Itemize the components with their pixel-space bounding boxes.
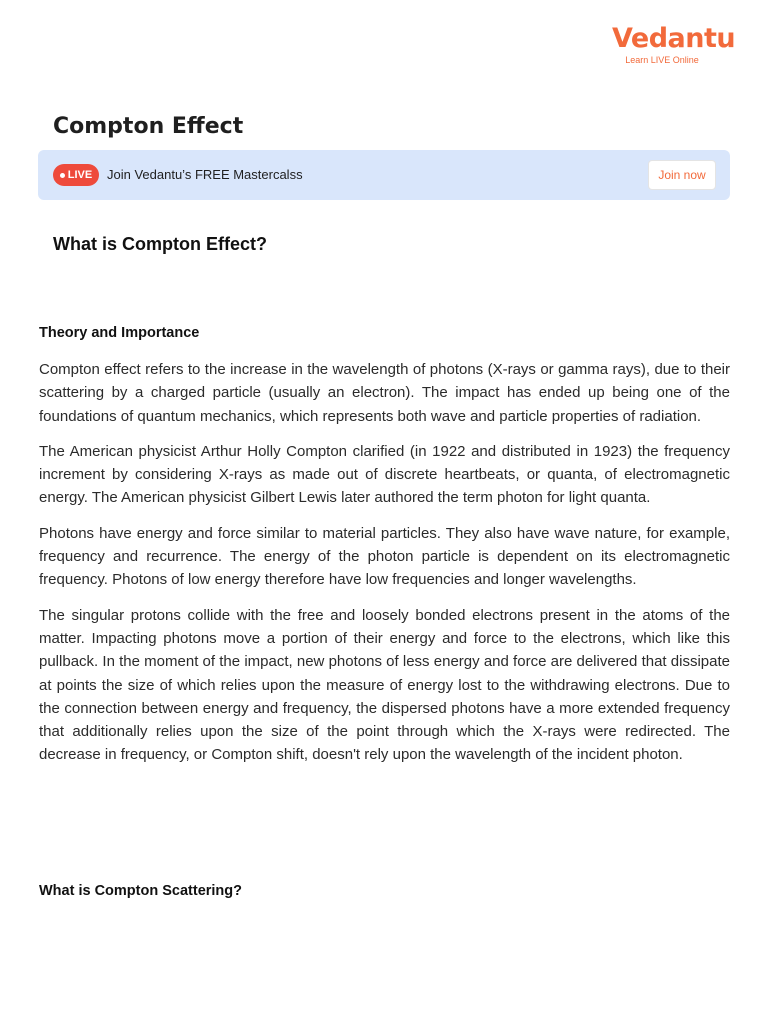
live-badge-label: LIVE <box>67 169 93 181</box>
paragraph: Photons have energy and force similar to material particles. They also have wave nature, for example, frequency and recurrence. The energy of the photon particle is dependent on its electromagnetic frequency. Photons of low energy therefore have low frequencies and longer wavelengths. <box>39 524 730 589</box>
paragraph: The singular protons collide with the free and loosely bonded electrons present in the atoms of the matter. Impacting photons move a portion of their energy and force to the electrons, which like this pullback. In the moment of the impact, new photons of less energy and force are delivered that dissipate at points the size of which relies upon the measure of energy lost to the withdrawing electrons. Due to the connection between energy and frequency, the dispersed photons have a more extended frequency that additionally relies upon the size of the point through which the X-rays were redirected. The decrease in frequency, or Compton shift, doesn't rely upon the wavelength of the incident photon. <box>39 606 730 764</box>
vedantu-logo[interactable] <box>612 22 736 66</box>
section-title: What is Compton Effect? <box>53 234 267 254</box>
live-dot-icon <box>60 173 65 178</box>
logo-tagline: Learn LIVE Online <box>625 55 699 65</box>
subsection-title: Theory and Importance <box>39 325 200 341</box>
paragraph: The American physicist Arthur Holly Compton clarified (in 1922 and distributed in 1923) the frequency increment by considering X-rays as made out of discrete heartbeats, or quanta, of electromagnetic energy. The American physicist Gilbert Lewis later authored the term photon for light quanta. <box>39 442 730 507</box>
live-badge <box>53 164 99 186</box>
logo-wordmark: Vedantu <box>612 23 736 54</box>
article-body <box>39 358 730 779</box>
join-now-button[interactable]: Join now <box>648 160 716 190</box>
page-title: Compton Effect <box>53 114 244 139</box>
paragraph: Compton effect refers to the increase in the wavelength of photons (X-rays or gamma rays), due to their scattering by a charged particle (usually an electron). The impact has ended up being one of the foundations of quantum mechanics, which represents both wave and particle properties of radiation. <box>39 361 730 425</box>
banner-text: Join Vedantu’s FREE Mastercalss <box>107 167 303 182</box>
next-subsection-title: What is Compton Scattering? <box>39 883 242 899</box>
masterclass-banner <box>38 150 730 200</box>
